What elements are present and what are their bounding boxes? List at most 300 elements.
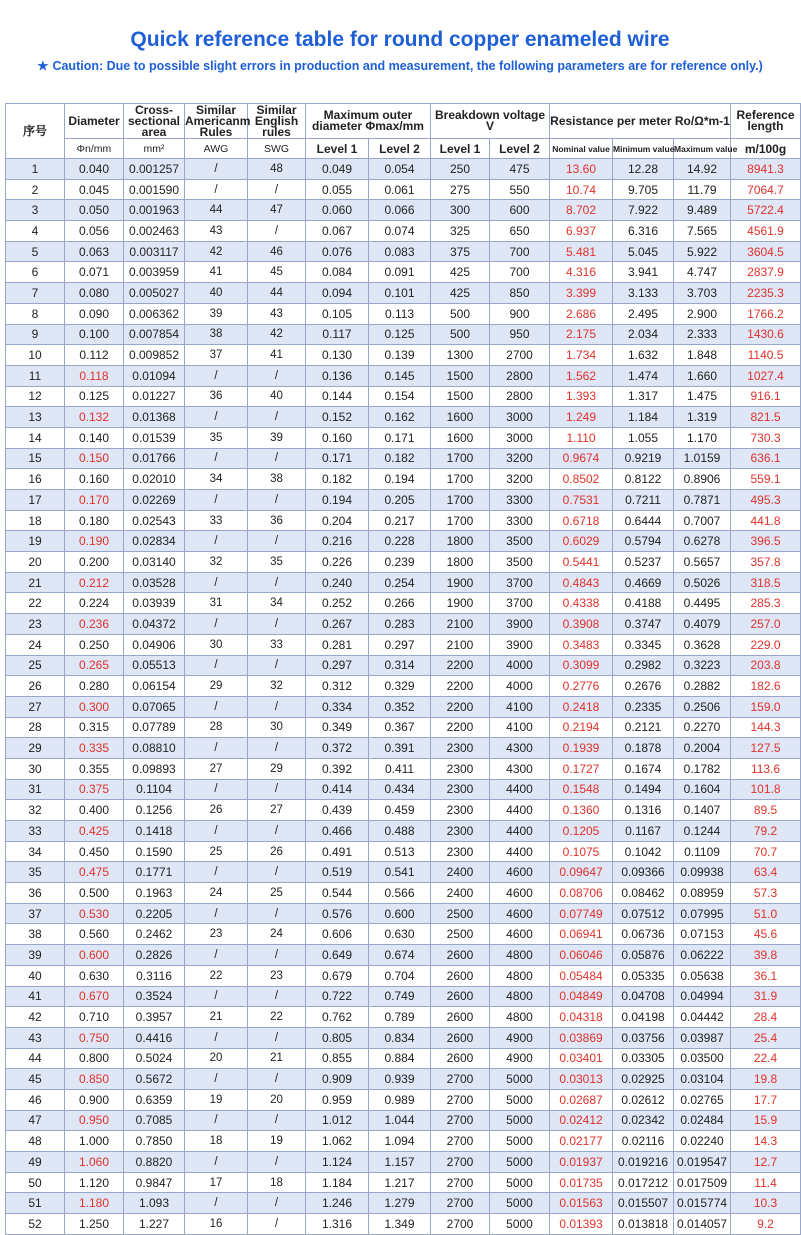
subheader-bv-level1: Level 1 [431,139,490,159]
table-row [6,469,801,490]
cell-outer-l2: 0.566 [369,883,431,904]
cell-length: 101.8 [731,779,801,800]
cell-awg: / [185,696,248,717]
cell-area: 0.02834 [124,531,185,552]
cell-diameter: 0.140 [65,427,124,448]
cell-bv-l1: 325 [431,221,490,242]
cell-awg: 16 [185,1214,248,1235]
cell-bv-l1: 1800 [431,531,490,552]
cell-r-maximum: 14.92 [674,159,731,180]
cell-area: 0.001963 [124,200,185,221]
cell-r-maximum: 0.04994 [674,986,731,1007]
cell-outer-l2: 0.630 [369,924,431,945]
cell-outer-l1: 0.076 [306,241,369,262]
cell-awg: / [185,655,248,676]
cell-r-minimum: 0.3345 [613,634,674,655]
cell-seq: 15 [6,448,65,469]
cell-bv-l2: 4600 [490,883,550,904]
cell-outer-l2: 0.391 [369,738,431,759]
cell-awg: 20 [185,1048,248,1069]
cell-awg: 23 [185,924,248,945]
subheader-r-maximum: Maximum value [674,139,731,159]
cell-r-minimum: 0.5794 [613,531,674,552]
cell-seq: 11 [6,365,65,386]
cell-awg: 40 [185,283,248,304]
cell-length: 79.2 [731,821,801,842]
cell-bv-l1: 1500 [431,365,490,386]
cell-length: 182.6 [731,676,801,697]
cell-area: 0.2826 [124,945,185,966]
cell-diameter: 0.850 [65,1069,124,1090]
cell-bv-l1: 2300 [431,800,490,821]
cell-bv-l1: 2300 [431,738,490,759]
cell-r-nominal: 0.6718 [550,510,613,531]
cell-r-nominal: 0.2418 [550,696,613,717]
cell-outer-l1: 0.105 [306,303,369,324]
table-row [6,1007,801,1028]
cell-r-minimum: 0.1494 [613,779,674,800]
cell-bv-l2: 3900 [490,614,550,635]
cell-length: 63.4 [731,862,801,883]
cell-bv-l2: 5000 [490,1214,550,1235]
cell-awg: 36 [185,386,248,407]
cell-r-maximum: 0.1604 [674,779,731,800]
cell-r-maximum: 0.5657 [674,552,731,573]
cell-bv-l1: 1600 [431,407,490,428]
cell-length: 1430.6 [731,324,801,345]
cell-r-maximum: 9.489 [674,200,731,221]
cell-r-nominal: 0.3908 [550,614,613,635]
cell-bv-l2: 600 [490,200,550,221]
cell-swg: 24 [248,924,306,945]
cell-r-maximum: 0.04442 [674,1007,731,1028]
cell-r-minimum: 0.02612 [613,1089,674,1110]
cell-outer-l1: 0.466 [306,821,369,842]
cell-outer-l2: 0.789 [369,1007,431,1028]
cell-r-maximum: 0.05638 [674,965,731,986]
cell-outer-l2: 0.074 [369,221,431,242]
cell-awg: 44 [185,200,248,221]
cell-r-nominal: 0.01563 [550,1193,613,1214]
cell-awg: 17 [185,1172,248,1193]
cell-bv-l1: 1600 [431,427,490,448]
cell-bv-l1: 2500 [431,903,490,924]
cell-swg: / [248,614,306,635]
cell-bv-l1: 1900 [431,593,490,614]
cell-bv-l1: 425 [431,283,490,304]
cell-area: 0.2462 [124,924,185,945]
cell-outer-l1: 0.805 [306,1027,369,1048]
cell-length: 357.8 [731,552,801,573]
cell-r-minimum: 0.015507 [613,1193,674,1214]
cell-swg: 26 [248,841,306,862]
cell-awg: 18 [185,1131,248,1152]
cell-r-nominal: 3.399 [550,283,613,304]
table-row [6,179,801,200]
cell-diameter: 0.300 [65,696,124,717]
header-outer-diameter: Maximum outer diameter Φmax/mm [306,104,431,139]
cell-r-nominal: 1.562 [550,365,613,386]
cell-diameter: 0.050 [65,200,124,221]
cell-bv-l1: 2300 [431,821,490,842]
cell-outer-l2: 0.113 [369,303,431,324]
table-row [6,510,801,531]
table-row [6,945,801,966]
cell-length: 10.3 [731,1193,801,1214]
cell-bv-l2: 5000 [490,1110,550,1131]
cell-outer-l2: 0.411 [369,758,431,779]
cell-outer-l1: 0.094 [306,283,369,304]
cell-swg: 30 [248,717,306,738]
cell-r-maximum: 0.019547 [674,1152,731,1173]
cell-diameter: 0.118 [65,365,124,386]
cell-bv-l1: 2200 [431,696,490,717]
cell-bv-l2: 4300 [490,738,550,759]
cell-bv-l2: 3200 [490,448,550,469]
cell-diameter: 0.400 [65,800,124,821]
header-reference-length: Reference length [731,104,801,139]
cell-outer-l1: 0.439 [306,800,369,821]
cell-outer-l2: 0.145 [369,365,431,386]
table-row [6,841,801,862]
cell-length: 19.8 [731,1069,801,1090]
cell-bv-l1: 2600 [431,1027,490,1048]
cell-r-maximum: 0.8906 [674,469,731,490]
table-row [6,738,801,759]
cell-seq: 19 [6,531,65,552]
cell-area: 0.001590 [124,179,185,200]
cell-diameter: 0.335 [65,738,124,759]
cell-outer-l1: 0.067 [306,221,369,242]
cell-length: 821.5 [731,407,801,428]
cell-r-minimum: 1.632 [613,345,674,366]
cell-bv-l2: 4800 [490,1007,550,1028]
subheader-awg: AWG [185,139,248,159]
cell-outer-l1: 0.312 [306,676,369,697]
cell-r-maximum: 0.06222 [674,945,731,966]
cell-bv-l2: 3000 [490,407,550,428]
cell-diameter: 0.600 [65,945,124,966]
table-row [6,1172,801,1193]
table-row [6,634,801,655]
cell-bv-l2: 3700 [490,572,550,593]
table-row [6,1027,801,1048]
table-row [6,1048,801,1069]
cell-r-minimum: 6.316 [613,221,674,242]
cell-bv-l1: 1300 [431,345,490,366]
cell-outer-l1: 1.124 [306,1152,369,1173]
cell-diameter: 0.056 [65,221,124,242]
cell-bv-l2: 4100 [490,696,550,717]
cell-bv-l2: 4800 [490,945,550,966]
cell-diameter: 0.450 [65,841,124,862]
cell-bv-l1: 1700 [431,490,490,511]
cell-diameter: 0.170 [65,490,124,511]
table-row [6,965,801,986]
cell-r-maximum: 0.08959 [674,883,731,904]
cell-swg: 36 [248,510,306,531]
cell-awg: 28 [185,717,248,738]
cell-diameter: 1.180 [65,1193,124,1214]
cell-outer-l1: 0.160 [306,427,369,448]
cell-r-maximum: 0.6278 [674,531,731,552]
cell-r-nominal: 0.02687 [550,1089,613,1110]
cell-seq: 33 [6,821,65,842]
subheader-outer-level2: Level 2 [369,139,431,159]
cell-swg: / [248,1110,306,1131]
cell-bv-l1: 2500 [431,924,490,945]
cell-r-minimum: 0.04708 [613,986,674,1007]
cell-bv-l1: 2600 [431,986,490,1007]
cell-area: 0.06154 [124,676,185,697]
cell-outer-l1: 1.184 [306,1172,369,1193]
cell-outer-l2: 0.297 [369,634,431,655]
cell-length: 730.3 [731,427,801,448]
cell-r-minimum: 0.9219 [613,448,674,469]
cell-r-maximum: 0.1782 [674,758,731,779]
cell-seq: 41 [6,986,65,1007]
cell-swg: / [248,738,306,759]
cell-awg: 27 [185,758,248,779]
cell-r-maximum: 0.014057 [674,1214,731,1235]
cell-bv-l1: 2700 [431,1110,490,1131]
cell-awg: / [185,159,248,180]
cell-r-minimum: 7.922 [613,200,674,221]
cell-area: 0.003959 [124,262,185,283]
cell-outer-l1: 0.055 [306,179,369,200]
cell-awg: 42 [185,241,248,262]
cell-r-nominal: 1.393 [550,386,613,407]
cell-awg: 41 [185,262,248,283]
cell-r-minimum: 0.03756 [613,1027,674,1048]
cell-swg: 38 [248,469,306,490]
cell-bv-l2: 850 [490,283,550,304]
cell-r-minimum: 3.941 [613,262,674,283]
cell-bv-l2: 700 [490,262,550,283]
cell-r-minimum: 9.705 [613,179,674,200]
subheader-length-unit: m/100g [731,139,801,159]
cell-r-maximum: 1.170 [674,427,731,448]
cell-seq: 46 [6,1089,65,1110]
cell-bv-l1: 2100 [431,634,490,655]
cell-bv-l1: 1500 [431,386,490,407]
table-row [6,1214,801,1235]
cell-r-maximum: 0.4495 [674,593,731,614]
cell-area: 0.003117 [124,241,185,262]
cell-seq: 4 [6,221,65,242]
header-breakdown-voltage: Breakdown voltage V [431,104,550,139]
cell-bv-l1: 2700 [431,1214,490,1235]
cell-area: 0.005027 [124,283,185,304]
cell-seq: 40 [6,965,65,986]
cell-outer-l1: 0.117 [306,324,369,345]
table-row [6,283,801,304]
wire-spec-table [5,103,801,1235]
cell-bv-l2: 3200 [490,469,550,490]
cell-seq: 20 [6,552,65,573]
cell-outer-l2: 0.459 [369,800,431,821]
cell-area: 0.02543 [124,510,185,531]
cell-area: 0.6359 [124,1089,185,1110]
cell-r-minimum: 0.019216 [613,1152,674,1173]
cell-r-minimum: 0.06736 [613,924,674,945]
cell-outer-l1: 0.226 [306,552,369,573]
cell-diameter: 0.071 [65,262,124,283]
cell-diameter: 1.120 [65,1172,124,1193]
cell-diameter: 0.080 [65,283,124,304]
cell-diameter: 0.280 [65,676,124,697]
cell-outer-l2: 0.217 [369,510,431,531]
cell-area: 0.006362 [124,303,185,324]
cell-r-nominal: 0.8502 [550,469,613,490]
cell-bv-l1: 1800 [431,552,490,573]
cell-outer-l2: 0.162 [369,407,431,428]
cell-length: 127.5 [731,738,801,759]
cell-outer-l2: 1.044 [369,1110,431,1131]
cell-swg: / [248,1069,306,1090]
cell-area: 0.1771 [124,862,185,883]
cell-outer-l1: 0.281 [306,634,369,655]
cell-seq: 27 [6,696,65,717]
cell-area: 0.02010 [124,469,185,490]
cell-r-minimum: 1.184 [613,407,674,428]
cell-bv-l2: 4600 [490,924,550,945]
cell-diameter: 0.125 [65,386,124,407]
cell-r-maximum: 1.0159 [674,448,731,469]
cell-length: 45.6 [731,924,801,945]
table-row [6,386,801,407]
cell-outer-l1: 0.491 [306,841,369,862]
cell-r-nominal: 0.08706 [550,883,613,904]
cell-r-nominal: 0.03869 [550,1027,613,1048]
cell-bv-l1: 250 [431,159,490,180]
cell-r-maximum: 0.07995 [674,903,731,924]
cell-awg: / [185,738,248,759]
cell-bv-l2: 550 [490,179,550,200]
cell-r-maximum: 0.3223 [674,655,731,676]
cell-area: 0.7085 [124,1110,185,1131]
cell-r-nominal: 13.60 [550,159,613,180]
cell-r-maximum: 0.017509 [674,1172,731,1193]
cell-length: 7064.7 [731,179,801,200]
cell-length: 144.3 [731,717,801,738]
cell-r-minimum: 0.08462 [613,883,674,904]
cell-swg: 46 [248,241,306,262]
cell-bv-l2: 3500 [490,531,550,552]
cell-r-maximum: 0.2506 [674,696,731,717]
cell-outer-l1: 0.084 [306,262,369,283]
cell-r-maximum: 0.03104 [674,1069,731,1090]
cell-bv-l2: 2800 [490,386,550,407]
table-row [6,1152,801,1173]
table-row [6,221,801,242]
subheader-bv-level2: Level 2 [490,139,550,159]
cell-area: 0.04372 [124,614,185,635]
cell-swg: 22 [248,1007,306,1028]
cell-awg: 34 [185,469,248,490]
cell-r-maximum: 0.09938 [674,862,731,883]
cell-r-maximum: 0.2882 [674,676,731,697]
cell-r-minimum: 1.317 [613,386,674,407]
cell-r-nominal: 0.06941 [550,924,613,945]
cell-awg: / [185,862,248,883]
cell-bv-l1: 2200 [431,676,490,697]
table-row [6,924,801,945]
cell-r-maximum: 0.7007 [674,510,731,531]
cell-r-maximum: 0.2270 [674,717,731,738]
cell-bv-l2: 3900 [490,634,550,655]
cell-diameter: 0.100 [65,324,124,345]
cell-bv-l2: 475 [490,159,550,180]
cell-diameter: 0.710 [65,1007,124,1028]
cell-awg: 43 [185,221,248,242]
cell-r-minimum: 0.017212 [613,1172,674,1193]
cell-swg: 34 [248,593,306,614]
cell-r-minimum: 0.1878 [613,738,674,759]
cell-r-nominal: 2.175 [550,324,613,345]
cell-bv-l1: 425 [431,262,490,283]
subheader-swg: SWG [248,139,306,159]
cell-swg: / [248,179,306,200]
cell-seq: 35 [6,862,65,883]
cell-r-nominal: 0.01735 [550,1172,613,1193]
cell-r-nominal: 0.1548 [550,779,613,800]
cell-awg: / [185,448,248,469]
cell-diameter: 0.530 [65,903,124,924]
table-row [6,986,801,1007]
cell-bv-l2: 4900 [490,1027,550,1048]
cell-r-nominal: 0.5441 [550,552,613,573]
cell-area: 0.001257 [124,159,185,180]
cell-diameter: 0.045 [65,179,124,200]
cell-length: 4561.9 [731,221,801,242]
cell-swg: 29 [248,758,306,779]
cell-diameter: 1.060 [65,1152,124,1173]
cell-seq: 9 [6,324,65,345]
header-awg: Similar Americanm Rules [185,102,251,139]
cell-swg: / [248,779,306,800]
cell-diameter: 0.750 [65,1027,124,1048]
cell-swg: 35 [248,552,306,573]
cell-r-nominal: 0.2776 [550,676,613,697]
cell-area: 0.07065 [124,696,185,717]
cell-diameter: 0.475 [65,862,124,883]
cell-area: 0.1256 [124,800,185,821]
cell-area: 0.2205 [124,903,185,924]
cell-bv-l1: 2700 [431,1131,490,1152]
cell-length: 559.1 [731,469,801,490]
cell-outer-l2: 0.061 [369,179,431,200]
cell-r-minimum: 0.2335 [613,696,674,717]
cell-r-minimum: 0.7211 [613,490,674,511]
table-row [6,324,801,345]
cell-r-maximum: 0.03500 [674,1048,731,1069]
subheader-r-minimum: Minimum value [613,139,674,159]
table-row [6,1069,801,1090]
cell-outer-l2: 0.600 [369,903,431,924]
cell-r-maximum: 1.660 [674,365,731,386]
cell-area: 0.01766 [124,448,185,469]
cell-outer-l1: 0.762 [306,1007,369,1028]
cell-r-maximum: 4.747 [674,262,731,283]
cell-seq: 43 [6,1027,65,1048]
cell-outer-l1: 0.136 [306,365,369,386]
table-row [6,303,801,324]
cell-outer-l2: 0.989 [369,1089,431,1110]
cell-diameter: 0.670 [65,986,124,1007]
cell-diameter: 0.180 [65,510,124,531]
table-row [6,800,801,821]
